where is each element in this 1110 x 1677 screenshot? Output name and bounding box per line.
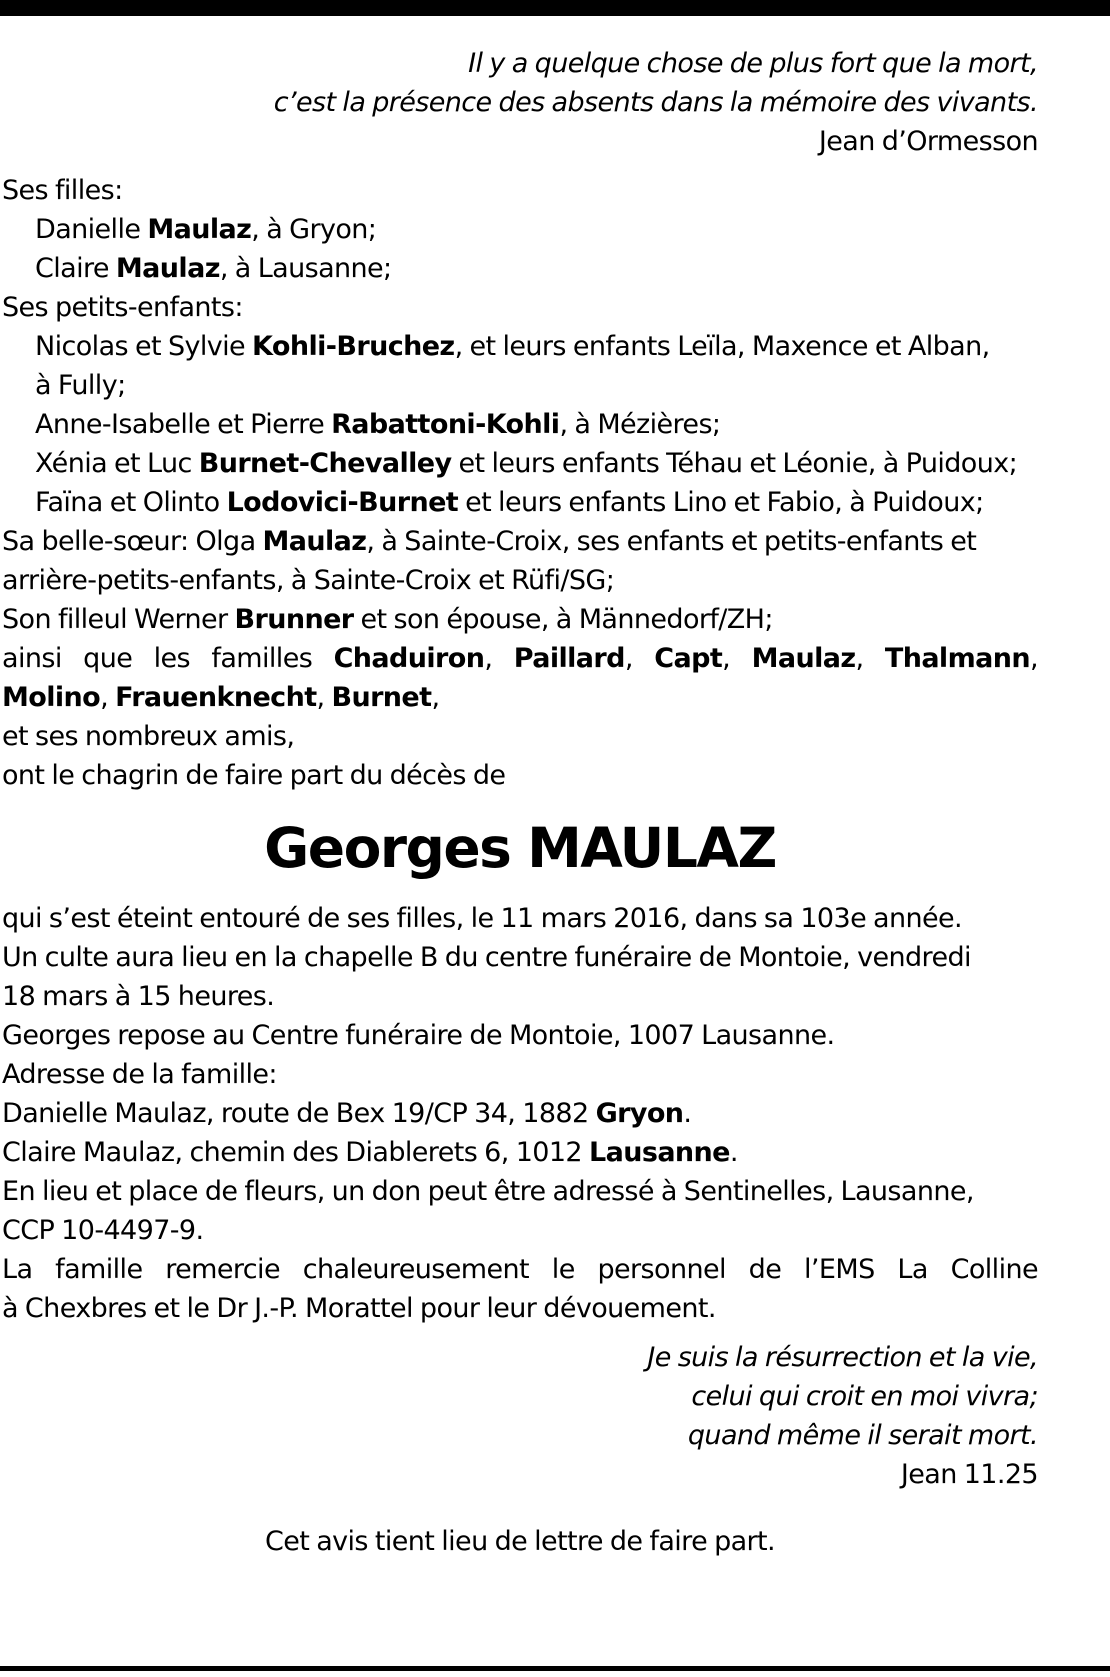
city: Gryon bbox=[595, 1098, 684, 1129]
closing-quote-line: quand même il serait mort. bbox=[687, 1420, 1038, 1451]
family-name: Frauenknecht bbox=[115, 682, 317, 713]
epigraph bbox=[2, 44, 1038, 161]
family-name: Maulaz bbox=[751, 643, 856, 674]
surname: Lodovici-Burnet bbox=[226, 487, 459, 518]
surname: Rabattoni-Kohli bbox=[331, 409, 560, 440]
daughter-entry: Claire Maulaz, à Lausanne; bbox=[35, 253, 392, 284]
thanks-line: La famille remercie chaleureusement le personnel de l’EMS La Colline bbox=[2, 1254, 1038, 1285]
service-line: Un culte aura lieu en la chapelle B du centre funéraire de Montoie, vendredi bbox=[2, 942, 971, 973]
surname: Burnet-Chevalley bbox=[198, 448, 452, 479]
closing-quote bbox=[2, 1338, 1038, 1494]
daughters-heading: Ses filles: bbox=[2, 175, 123, 206]
epigraph-author: Jean d’Ormesson bbox=[818, 126, 1038, 157]
top-rule bbox=[0, 0, 1110, 16]
grandchild-entry-continued: à Fully; bbox=[35, 370, 126, 401]
donation-line: En lieu et place de fleurs, un don peut être adressé à Sentinelles, Lausanne, bbox=[2, 1176, 974, 1207]
surname: Maulaz bbox=[147, 214, 252, 245]
family-name: Thalmann bbox=[884, 643, 1030, 674]
closing-quote-line: celui qui croit en moi vivra; bbox=[691, 1381, 1038, 1412]
grandchildren-heading: Ses petits-enfants: bbox=[2, 292, 243, 323]
address-line: Danielle Maulaz, route de Bex 19/CP 34, 1882 Gryon. bbox=[2, 1098, 692, 1129]
address-line: Claire Maulaz, chemin des Diablerets 6, 1012 Lausanne. bbox=[2, 1137, 738, 1168]
friends-line: et ses nombreux amis, bbox=[2, 721, 295, 752]
obituary-notice bbox=[2, 44, 1038, 1561]
family-name: Molino bbox=[2, 682, 101, 713]
families-entry-continued: Molino, Frauenknecht, Burnet, bbox=[2, 682, 440, 713]
bottom-rule bbox=[0, 1666, 1110, 1671]
service-line-continued: 18 mars à 15 heures. bbox=[2, 981, 275, 1012]
family-name: Capt bbox=[654, 643, 723, 674]
grandchild-entry: Nicolas et Sylvie Kohli-Bruchez, et leurs enfants Leïla, Maxence et Alban, bbox=[35, 331, 990, 362]
surname: Kohli-Bruchez bbox=[252, 331, 455, 362]
grandchild-entry: Xénia et Luc Burnet-Chevalley et leurs enfants Téhau et Léonie, à Puidoux; bbox=[35, 448, 1018, 479]
daughter-entry: Danielle Maulaz, à Gryon; bbox=[35, 214, 377, 245]
details bbox=[2, 899, 1038, 1328]
announcement-line: ont le chagrin de faire part du décès de bbox=[2, 760, 506, 791]
epigraph-line: Il y a quelque chose de plus fort que la mort, bbox=[468, 48, 1038, 79]
death-line: qui s’est éteint entouré de ses filles, le 11 mars 2016, dans sa 103e année. bbox=[2, 903, 963, 934]
family-name: Paillard bbox=[513, 643, 625, 674]
final-note: Cet avis tient lieu de lettre de faire part. bbox=[264, 1526, 776, 1557]
families-entry: ainsi que les familles Chaduiron, Paillard, Capt, Maulaz, Thalmann, bbox=[2, 643, 1038, 674]
closing-quote-reference: Jean 11.25 bbox=[900, 1459, 1038, 1490]
sister-in-law-entry-continued: arrière-petits-enfants, à Sainte-Croix et Rüfi/SG; bbox=[2, 565, 615, 596]
epigraph-line: c’est la présence des absents dans la mémoire des vivants. bbox=[273, 87, 1038, 118]
donation-line-continued: CCP 10-4497-9. bbox=[2, 1215, 204, 1246]
resting-line: Georges repose au Centre funéraire de Montoie, 1007 Lausanne. bbox=[2, 1020, 835, 1051]
family-list bbox=[2, 171, 1038, 795]
surname: Maulaz bbox=[115, 253, 220, 284]
thanks-line-continued: à Chexbres et le Dr J.-P. Morattel pour leur dévouement. bbox=[2, 1293, 716, 1324]
family-name: Chaduiron bbox=[333, 643, 485, 674]
grandchild-entry: Anne-Isabelle et Pierre Rabattoni-Kohli, à Mézières; bbox=[35, 409, 721, 440]
city: Lausanne bbox=[589, 1137, 730, 1168]
address-heading: Adresse de la famille: bbox=[2, 1059, 277, 1090]
closing-quote-line: Je suis la résurrection et la vie, bbox=[647, 1342, 1038, 1373]
family-name: Burnet bbox=[331, 682, 432, 713]
grandchild-entry: Faïna et Olinto Lodovici-Burnet et leurs enfants Lino et Fabio, à Puidoux; bbox=[35, 487, 984, 518]
surname: Brunner bbox=[234, 604, 354, 635]
godson-entry: Son filleul Werner Brunner et son épouse, à Männedorf/ZH; bbox=[2, 604, 773, 635]
deceased-name: Georges MAULAZ bbox=[264, 816, 776, 880]
surname: Maulaz bbox=[262, 526, 367, 557]
sister-in-law-entry: Sa belle-sœur: Olga Maulaz, à Sainte-Croix, ses enfants et petits-enfants et bbox=[2, 526, 977, 557]
